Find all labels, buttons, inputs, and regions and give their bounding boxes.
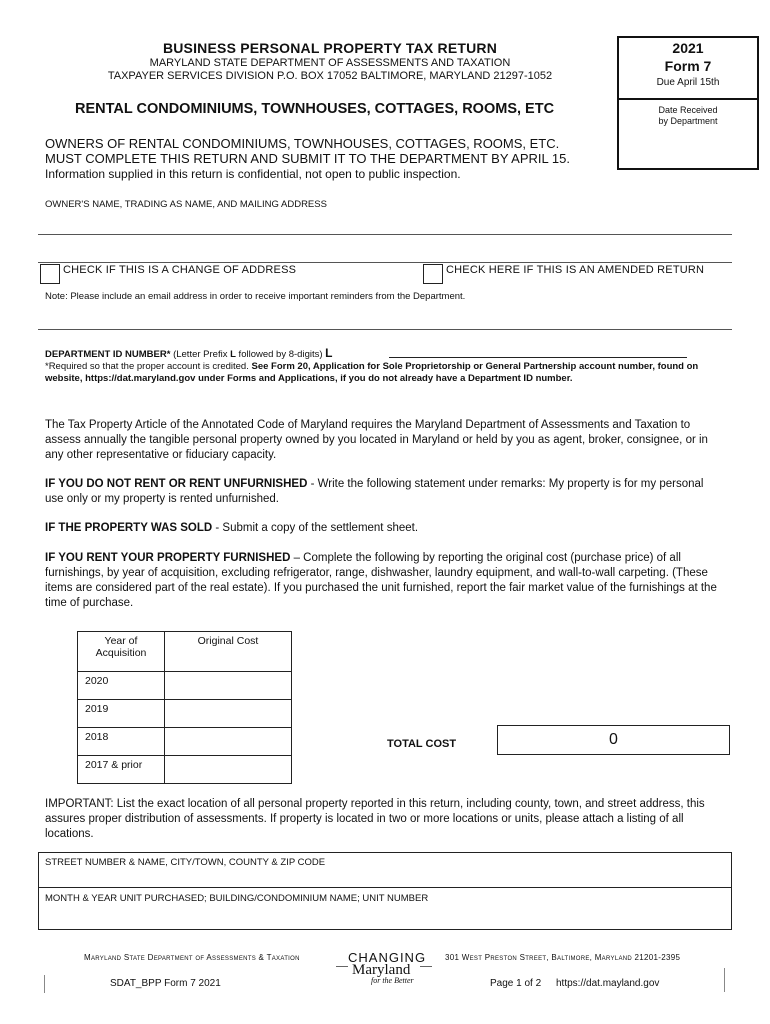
sold-paragraph xyxy=(45,521,725,536)
logo-rule-left xyxy=(336,966,348,967)
department-name: MARYLAND STATE DEPARTMENT OF ASSESSMENTS AND TAXATION xyxy=(149,57,511,69)
division-address: TAXPAYER SERVICES DIVISION P.O. BOX 17052 BALTIMORE, MARYLAND 21297-1052 xyxy=(107,70,553,82)
table-row xyxy=(78,728,292,756)
department-id-hint-end: followed by 8-digits) xyxy=(235,349,326,360)
property-location-box xyxy=(38,852,732,930)
logo-changing: CHANGING xyxy=(348,950,427,965)
year-header-line1: Year of xyxy=(104,635,138,647)
table-row xyxy=(78,756,292,784)
department-id-hint-letter: L xyxy=(230,349,236,360)
form-title: BUSINESS PERSONAL PROPERTY TAX RETURN xyxy=(162,40,498,56)
form-year-box xyxy=(617,36,759,170)
year-column-header xyxy=(78,632,165,672)
department-id-prefix: L xyxy=(325,346,333,360)
cost-column-header: Original Cost xyxy=(165,632,292,672)
year-cell: 2017 & prior xyxy=(78,756,165,784)
logo-rule-right xyxy=(420,966,432,967)
cost-input-cell[interactable] xyxy=(165,728,292,756)
street-address-label: STREET NUMBER & NAME, CITY/TOWN, COUNTY & ZIP CODE xyxy=(45,857,326,868)
tax-year: 2021 xyxy=(672,40,704,56)
owners-notice xyxy=(45,136,570,166)
department-address xyxy=(100,57,560,83)
confidential-notice: Information supplied in this return is confidential, not open to public inspection. xyxy=(45,167,461,181)
owners-notice-line1: OWNERS OF RENTAL CONDOMINIUMS, TOWNHOUSES, COTTAGES, ROOMS, ETC. xyxy=(45,136,560,151)
cost-input-cell[interactable] xyxy=(165,700,292,728)
footer-right-bracket xyxy=(724,968,725,992)
sold-heading: IF THE PROPERTY WAS SOLD xyxy=(45,522,213,534)
furnished-heading: IF YOU RENT YOUR PROPERTY FURNISHED xyxy=(45,552,291,564)
footer-department: Maryland State Department of Assessments & Taxation xyxy=(84,953,300,962)
not-rent-heading: IF YOU DO NOT RENT OR RENT UNFURNISHED xyxy=(45,478,308,490)
footer-website-link[interactable]: https://dat.mayland.gov xyxy=(556,978,660,989)
table-row xyxy=(78,672,292,700)
sold-text: - Submit a copy of the settlement sheet. xyxy=(212,522,419,534)
owner-address-line[interactable] xyxy=(38,262,732,263)
required-note-bold: See Form 20, Application for Sole Proprietorship or General Partnership account number, found on website, https://dat.maryland.gov under Forms and Applications, if you do not already have a Department ID number. xyxy=(45,361,699,384)
furnished-paragraph xyxy=(45,551,725,611)
cost-input-cell[interactable] xyxy=(165,756,292,784)
year-header-line2: Acquisition xyxy=(95,647,147,659)
amended-return-checkbox[interactable] xyxy=(423,264,443,284)
owner-name-line[interactable] xyxy=(38,234,732,235)
owner-name-label: OWNER'S NAME, TRADING AS NAME, AND MAILING ADDRESS xyxy=(45,199,327,210)
not-rent-text: - Write the following statement under remarks: My property is for my personal use only or my property is rented unfurnished. xyxy=(45,478,704,505)
form-number: Form 7 xyxy=(664,58,712,74)
form-subtitle: RENTAL CONDOMINIUMS, TOWNHOUSES, COTTAGES, ROOMS, ETC xyxy=(75,101,555,117)
date-received-label xyxy=(619,105,757,127)
required-note-text: *Required so that the proper account is credited. xyxy=(45,361,252,372)
owners-notice-line2: MUST COMPLETE THIS RETURN AND SUBMIT IT TO THE DEPARTMENT BY APRIL 15. xyxy=(45,151,570,166)
amended-return-label: CHECK HERE IF THIS IS AN AMENDED RETURN xyxy=(446,264,705,276)
logo-maryland: Maryland xyxy=(352,962,411,978)
footer-page-number: Page 1 of 2 xyxy=(490,978,542,989)
footer-left-bracket xyxy=(44,975,45,993)
footer-form-id: SDAT_BPP Form 7 2021 xyxy=(110,978,221,989)
department-id-label: DEPARTMENT ID NUMBER* xyxy=(45,349,171,360)
footer-address: 301 West Preston Street, Baltimore, Maryland 21201-2395 xyxy=(445,953,681,962)
change-of-address-checkbox[interactable] xyxy=(40,264,60,284)
table-header-row xyxy=(78,632,292,672)
email-line[interactable] xyxy=(38,329,732,330)
department-id-hint: (Letter Prefix xyxy=(170,349,231,360)
total-cost-field[interactable]: 0 xyxy=(497,725,730,755)
furnished-text: – Complete the following by reporting the original cost (purchase price) of all furnishings, by year of acquisition, excluding refrigerator, range, dishwasher, laundry equipment, and wall-to-wall carpeting. (These items are considered part of the real estate). If you purchased the unit furnished, report the fair market value of the furnishings at the time of purchase. xyxy=(45,552,717,609)
tax-article-paragraph: The Tax Property Article of the Annotated Code of Maryland requires the Maryland Department of Assessments and Taxation to assess annually the tangible personal property owned by you located in Maryland or held by you as agent, broker, consignee, or in any other representative or fiduciary capacity. xyxy=(45,419,708,461)
acquisition-cost-table xyxy=(77,631,292,784)
total-cost-label: TOTAL COST xyxy=(387,738,457,750)
year-cell: 2019 xyxy=(78,700,165,728)
table-row xyxy=(78,700,292,728)
due-date: Due April 15th xyxy=(656,77,720,88)
logo-tagline: for the Better xyxy=(371,976,414,985)
year-box-divider xyxy=(619,98,757,100)
date-received-line1: Date Received xyxy=(658,105,718,115)
location-divider xyxy=(39,887,731,888)
department-id-required-note xyxy=(45,361,735,385)
date-received-line2: by Department xyxy=(658,116,718,126)
important-paragraph: IMPORTANT: List the exact location of all personal property reported in this return, including county, town, and street address, this assures proper distribution of assessments. If property is located in two or more locations or units, please attach a listing of all locations. xyxy=(45,798,705,840)
department-id-input-line[interactable] xyxy=(389,357,687,358)
email-note: Note: Please include an email address in order to receive important reminders from the Department. xyxy=(45,291,466,302)
unit-details-label: MONTH & YEAR UNIT PURCHASED; BUILDING/CONDOMINIUM NAME; UNIT NUMBER xyxy=(45,893,429,904)
year-cell: 2018 xyxy=(78,728,165,756)
change-of-address-label: CHECK IF THIS IS A CHANGE OF ADDRESS xyxy=(63,264,297,276)
not-rent-paragraph xyxy=(45,477,725,507)
cost-input-cell[interactable] xyxy=(165,672,292,700)
year-cell: 2020 xyxy=(78,672,165,700)
department-id-row xyxy=(45,346,333,360)
